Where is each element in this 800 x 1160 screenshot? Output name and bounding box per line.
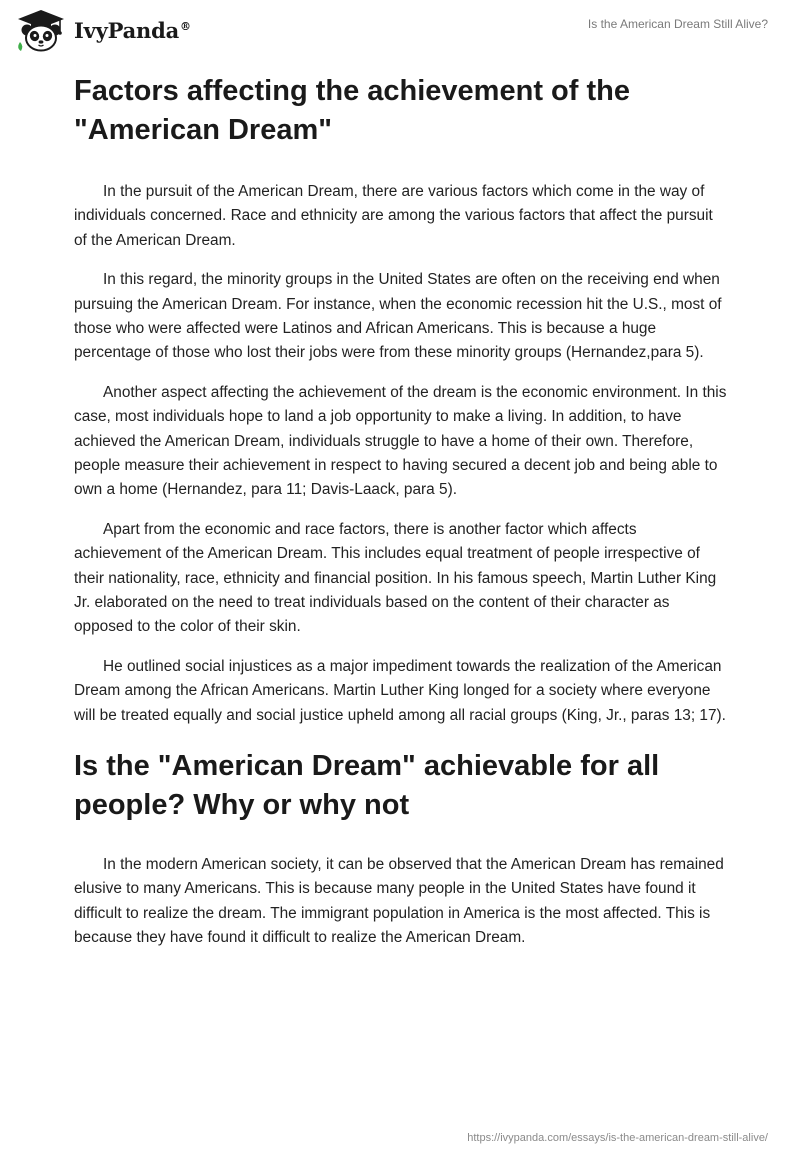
essay-content xyxy=(74,72,728,966)
panda-graduate-icon xyxy=(14,8,68,52)
section-heading-achievable: Is the "American Dream" achievable for all people? Why or why not xyxy=(74,749,660,821)
paragraph: In the pursuit of the American Dream, there are various factors which come in the way of individuals concerned. Race and ethnicity are among the various factors that affect the pursuit of the American Dream. xyxy=(74,183,713,249)
brand-logo[interactable] xyxy=(14,8,191,52)
brand-name: IvyPanda® xyxy=(74,17,191,43)
footer-url-link[interactable]: https://ivypanda.com/essays/is-the-american-dream-still-alive/ xyxy=(467,1132,768,1144)
section-heading-factors: Factors affecting the achievement of the "American Dream" xyxy=(74,75,630,146)
paragraph: In this regard, the minority groups in the United States are often on the receiving end when pursuing the American Dream. For instance, when the economic recession hit the U.S., most of those who were affected were Latinos and African Americans. This is because a huge percentage of those who lost their jobs were from these minority groups (Hernandez,para 5). xyxy=(74,271,722,362)
paragraph: Another aspect affecting the achievement of the dream is the economic environment. In this case, most individuals hope to land a job opportunity to make a living. In addition, to have achieved the American Dream, individuals struggle to have a home of their own. Therefore, people measure their achievement in respect to having secured a decent job and being able to own a home (Hernandez, para 11; Davis-Laack, para 5). xyxy=(74,384,727,499)
paragraph: Apart from the economic and race factors, there is another factor which affects achievement of the American Dream. This includes equal treatment of people irrespective of their nationality, race, ethnicity and financial position. In his famous speech, Martin Luther King Jr. elaborated on the need to treat individuals based on the content of their character as opposed to the color of their skin. xyxy=(74,521,717,636)
page-header xyxy=(0,0,800,70)
paragraph: In the modern American society, it can be observed that the American Dream has remained elusive to many Americans. This is because many people in the United States have found it difficult to realize the dream. The immigrant population in America is the most affected. This is because they have found it difficult to realize the American Dream. xyxy=(74,855,724,946)
paragraph: He outlined social injustices as a major impediment towards the realization of the American Dream among the African Americans. Martin Luther King longed for a society where everyone will be treated equally and social justice upheld among all racial groups (King, Jr., paras 13; 17). xyxy=(74,658,726,724)
essay-title-header: Is the American Dream Still Alive? xyxy=(587,17,768,31)
